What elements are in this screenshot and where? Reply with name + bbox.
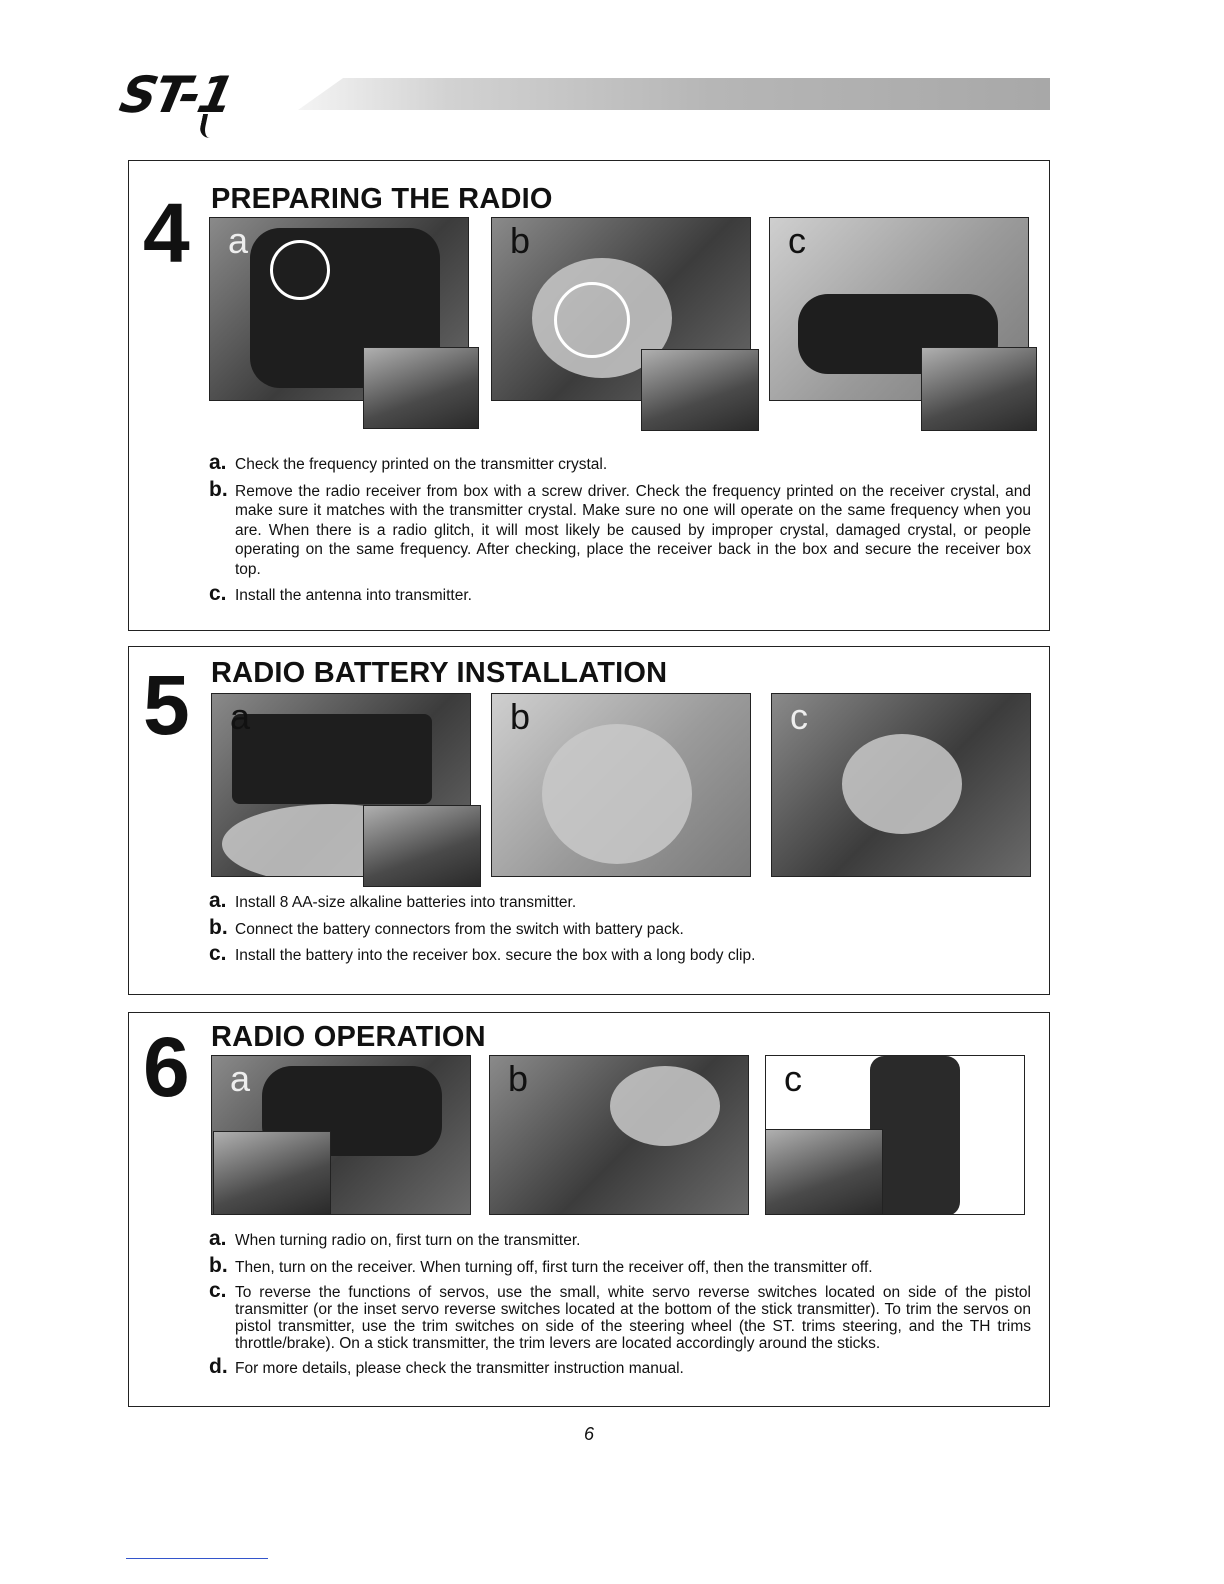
photo-4a-inset [363, 347, 479, 429]
highlight-circle [554, 282, 630, 358]
photo-label: a [230, 696, 251, 737]
photo-label: b [508, 1058, 529, 1099]
instruction-list [209, 889, 1031, 973]
photo-6a-inset [213, 1131, 331, 1215]
page-header [114, 66, 1052, 140]
step-text: Then, turn on the receiver. When turning off, first turn the receiver off, then the transmitter off. [235, 1258, 873, 1276]
instruction-step [209, 582, 1031, 606]
photo-label: c [788, 220, 806, 261]
instruction-step [209, 451, 1031, 475]
page-number: 6 [583, 1424, 594, 1444]
section-number: 5 [143, 658, 190, 752]
photo-4c-inset [921, 347, 1037, 431]
photo-label: b [510, 696, 531, 737]
section-title: RADIO BATTERY INSTALLATION [211, 657, 668, 689]
photo-4b-inset [641, 349, 759, 431]
step-text: Connect the battery connectors from the switch with battery pack. [235, 920, 684, 938]
photo-5a-inset [363, 805, 481, 887]
instruction-list [209, 451, 1031, 613]
step-letter: a. [209, 1227, 227, 1250]
step-letter: a. [209, 889, 227, 912]
step-text: To reverse the functions of servos, use the small, white servo reverse switches located on side of the pistol transmitter (or the inset servo reverse switches located at the bottom of the stick transmitter). To trim the servos on pistol transmitter, use the trim switches on side of the steering wheel (the ST. trims steering, and the TH trims throttle/brake). On a stick transmitter, the trim levers are located accordingly around the sticks. [235, 1284, 1031, 1352]
section-radio-operation [128, 1012, 1050, 1407]
header-gradient-bar [298, 78, 1050, 110]
photo-label: b [510, 220, 531, 261]
instruction-step [209, 1355, 1031, 1379]
instruction-step [209, 477, 1031, 580]
photo-5b [491, 693, 751, 877]
instruction-step [209, 1253, 1031, 1278]
step-letter: c. [209, 1279, 227, 1302]
step-letter: c. [209, 582, 227, 605]
highlight-circle [270, 240, 330, 300]
step-letter: b. [209, 1253, 228, 1277]
photo-5c [771, 693, 1031, 877]
photo-label: c [784, 1058, 802, 1099]
instruction-list [209, 1227, 1031, 1386]
photo-label: a [228, 220, 249, 261]
step-letter: d. [209, 1355, 228, 1378]
section-title: PREPARING THE RADIO [211, 183, 553, 215]
step-text: Remove the radio receiver from box with a screw driver. Check the frequency printed on the receiver crystal, and make sure it matches with the transmitter crystal. Make sure no one will operate on the same frequency when you are. When there is a radio glitch, it will most likely be caused by improper crystal, damaged crystal, or people operating on the same frequency. After checking, place the receiver back in the box and secure the receiver box top. [235, 482, 1031, 578]
step-letter: a. [209, 451, 227, 474]
instruction-step [209, 942, 1031, 966]
footnote-divider [126, 1558, 268, 1559]
section-radio-battery [128, 646, 1050, 995]
photo-label: c [790, 696, 808, 737]
step-text: When turning radio on, first turn on the transmitter. [235, 1232, 581, 1249]
st1-logo: ST-1 [114, 70, 317, 130]
step-text: For more details, please check the transmitter instruction manual. [235, 1360, 684, 1377]
step-text: Check the frequency printed on the transmitter crystal. [235, 456, 608, 473]
instruction-step [209, 1227, 1031, 1251]
step-letter: b. [209, 915, 228, 939]
instruction-step [209, 1279, 1031, 1352]
section-preparing-radio [128, 160, 1050, 631]
step-text: Install the battery into the receiver box. secure the box with a long body clip. [235, 947, 756, 964]
section-title: RADIO OPERATION [211, 1021, 486, 1053]
instruction-step [209, 915, 1031, 940]
instruction-step [209, 889, 1031, 913]
section-number: 4 [143, 186, 190, 280]
step-text: Install the antenna into transmitter. [235, 587, 472, 604]
photo-label: a [230, 1058, 251, 1099]
step-letter: c. [209, 942, 227, 965]
step-letter: b. [209, 477, 228, 501]
step-text: Install 8 AA-size alkaline batteries into transmitter. [235, 894, 577, 911]
photo-6c-inset [765, 1129, 883, 1215]
photo-6b [489, 1055, 749, 1215]
section-number: 6 [143, 1020, 190, 1114]
